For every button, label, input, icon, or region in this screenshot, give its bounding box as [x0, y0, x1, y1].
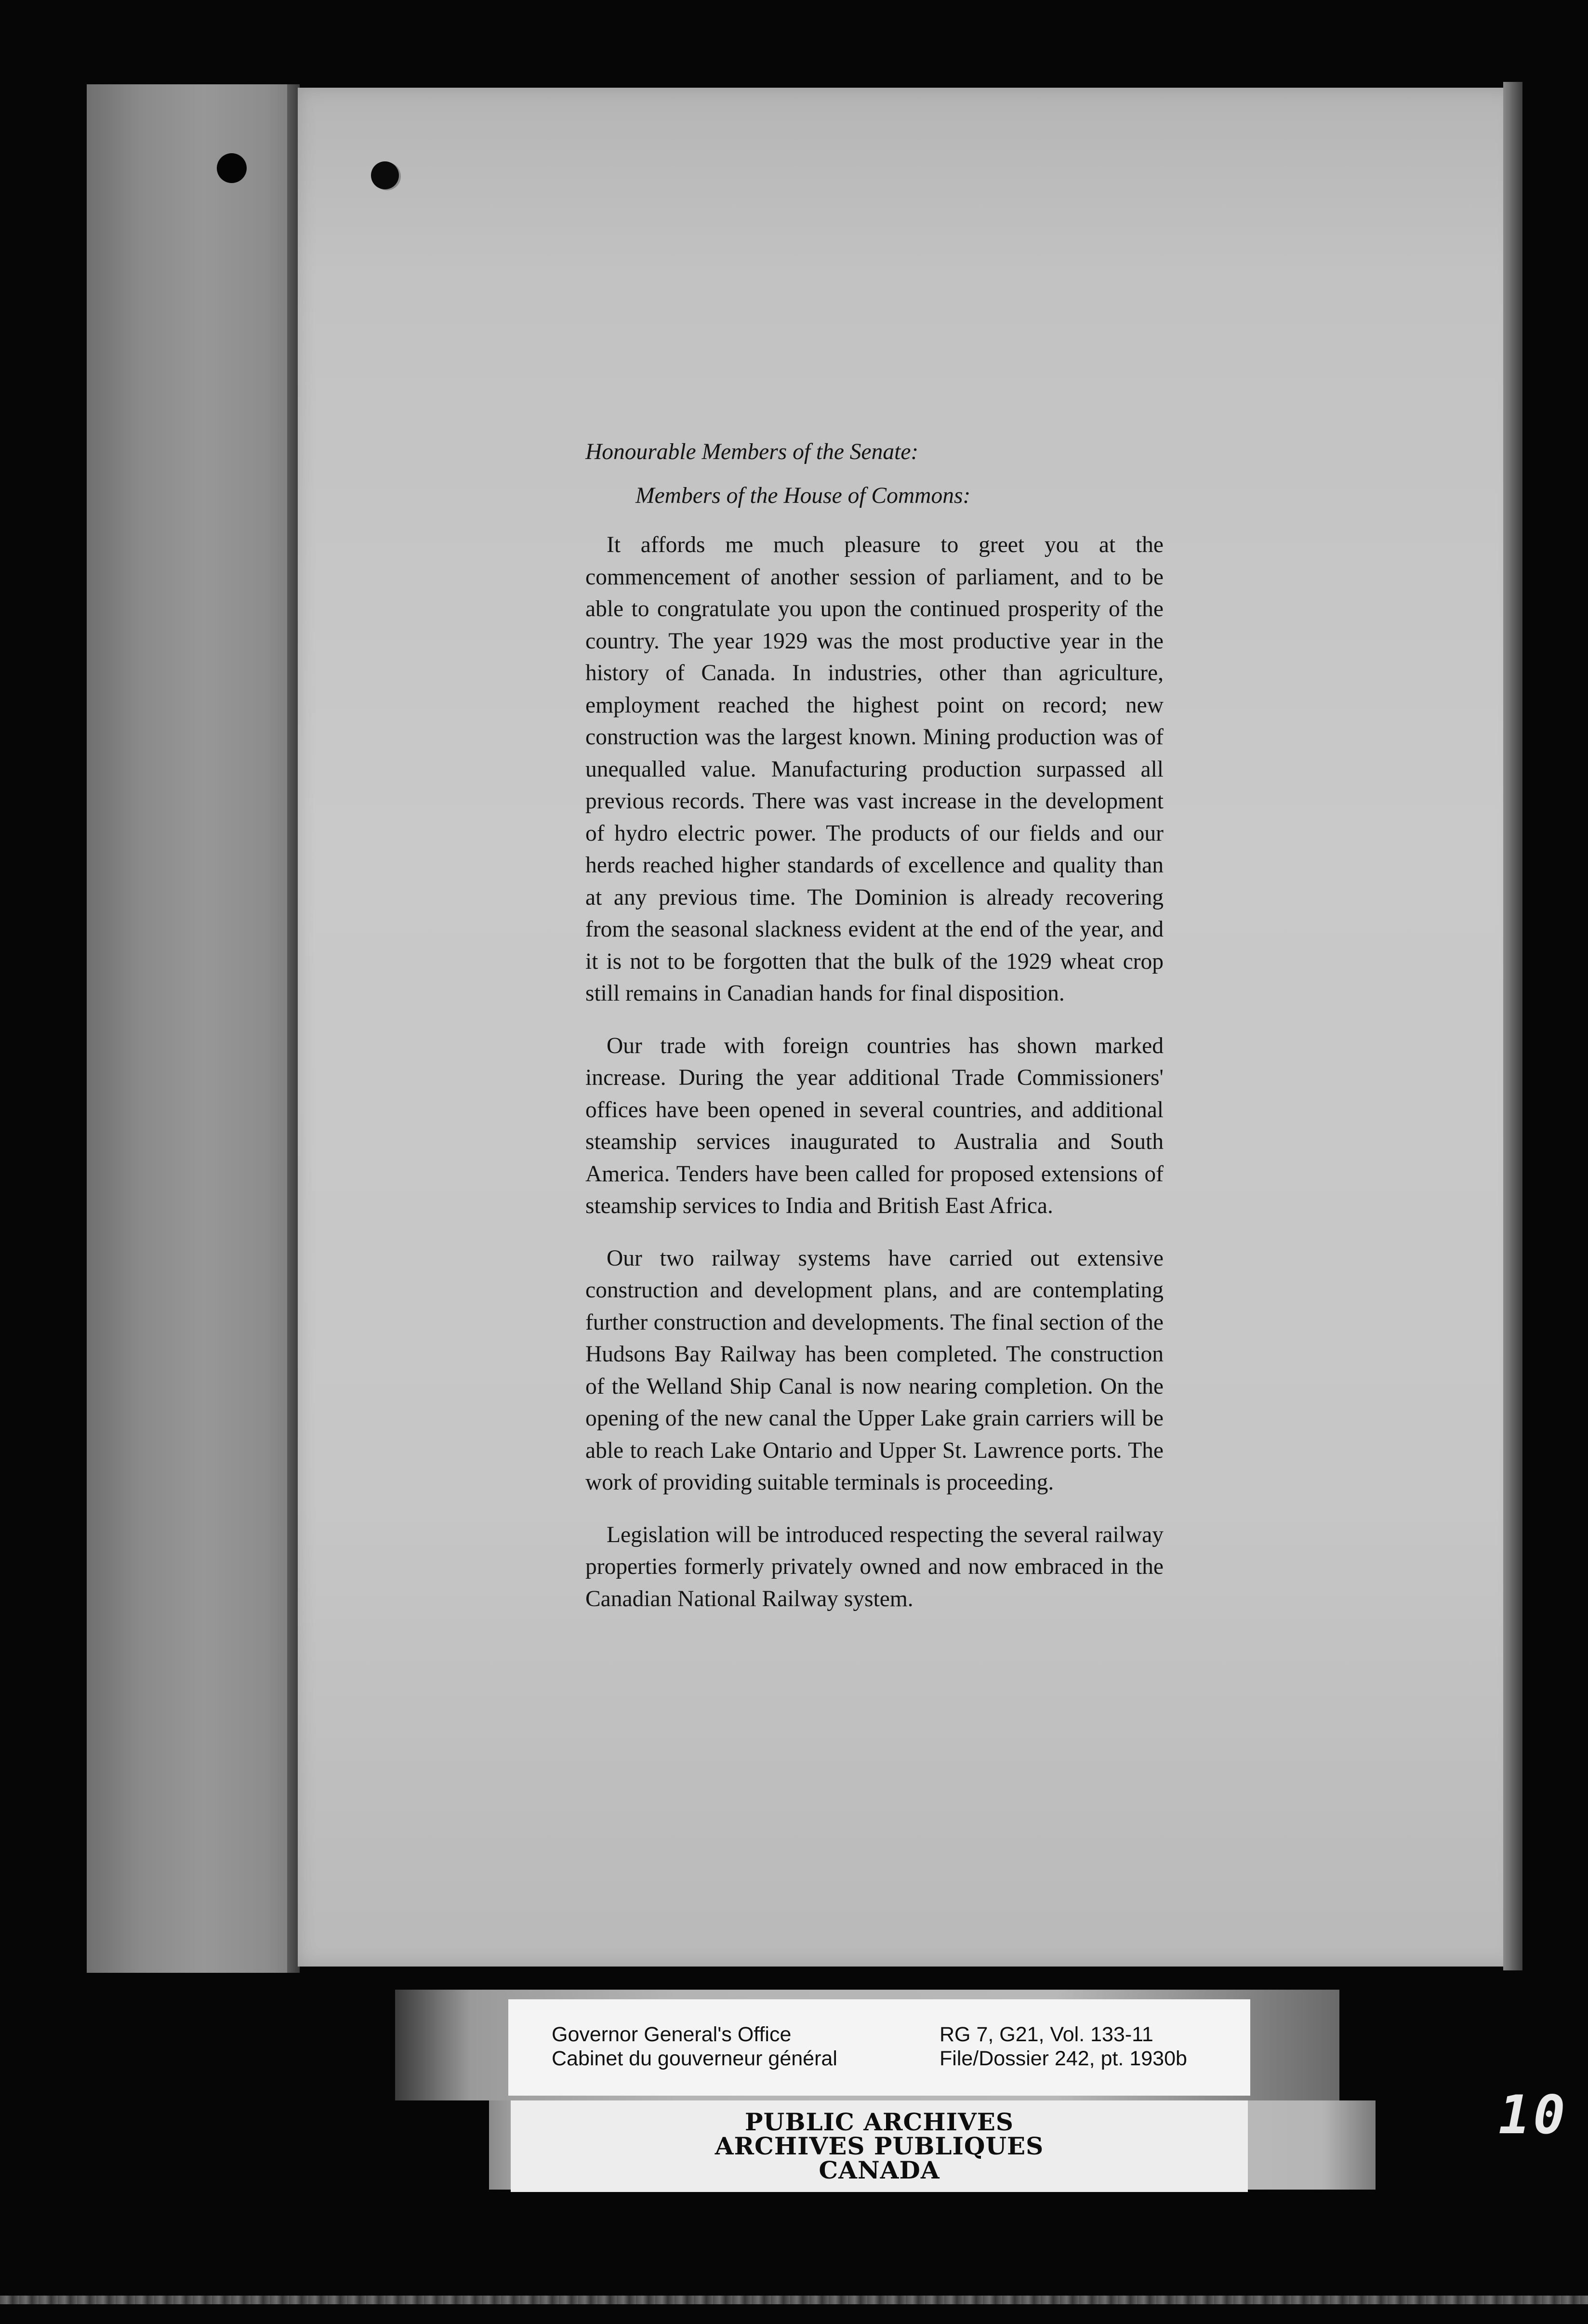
punch-hole-main — [371, 161, 399, 189]
record-group-reference: RG 7, G21, Vol. 133-11 — [940, 2023, 1153, 2046]
stamp-line-1: PUBLIC ARCHIVES — [745, 2108, 1014, 2136]
frame-number: 10 — [1498, 2084, 1568, 2146]
punch-hole-back — [217, 153, 247, 183]
stamp-line-3: CANADA — [819, 2156, 940, 2184]
speech-text — [585, 436, 1164, 1615]
paragraph: Legislation will be introduced respecting the several railway properties formerly privately owned and now embraced in the Canadian National Railway system. — [585, 1522, 1164, 1611]
film-edge — [0, 2296, 1588, 2304]
archives-stamp — [511, 2100, 1248, 2192]
salutation-commons: Members of the House of Commons: — [635, 483, 971, 508]
back-sheet — [87, 84, 299, 1973]
file-reference: File/Dossier 242, pt. 1930b — [940, 2047, 1187, 2070]
paragraph: It affords me much pleasure to greet you at the commencement of another session of parliament, and to be able to congratulate you upon the continued prosperity of the country. The year 1929 was the most productive year in the history of Canada. In industries, other than agriculture, employment reached the highest point on record; new construction was the largest known. Mining production was of unequalled value. Manufacturing production surpassed all previous records. There was vast increase in the development of hydro electric power. The products of our fields and our herds reached higher standards of excellence and quality than at any previous time. The Dominion is already recovering from the seasonal slackness evident at the end of the year, and it is not to be forgotten that the bulk of the 1929 wheat crop still remains in Canadian hands for final disposition. — [585, 532, 1164, 1006]
stamp-line-2: ARCHIVES PUBLIQUES — [715, 2132, 1044, 2160]
archive-reference-label — [508, 1999, 1250, 2096]
paragraph: Our two railway systems have carried out extensive construction and development plans, and are contemplating further construction and developments. The final section of the Hudsons Bay Railway has been completed. The construction of the Welland Ship Canal is now nearing completion. On the opening of the new canal the Upper Lake grain carriers will be able to reach Lake Ontario and Upper St. Lawrence ports. The work of providing suitable terminals is proceeding. — [585, 1245, 1164, 1495]
office-en: Governor General's Office — [552, 2023, 792, 2046]
main-page-edge — [1503, 82, 1522, 1970]
salutation-senate: Honourable Members of the Senate: — [585, 439, 919, 464]
paragraph: Our trade with foreign countries has shown marked increase. During the year additional Trade Commissioners' offices have been opened in several countries, and additional steamship services inaugurated to Australia and South America. Tenders have been called for proposed extensions of steamship services to India and British East Africa. — [585, 1033, 1164, 1218]
office-fr: Cabinet du gouverneur général — [552, 2047, 837, 2070]
